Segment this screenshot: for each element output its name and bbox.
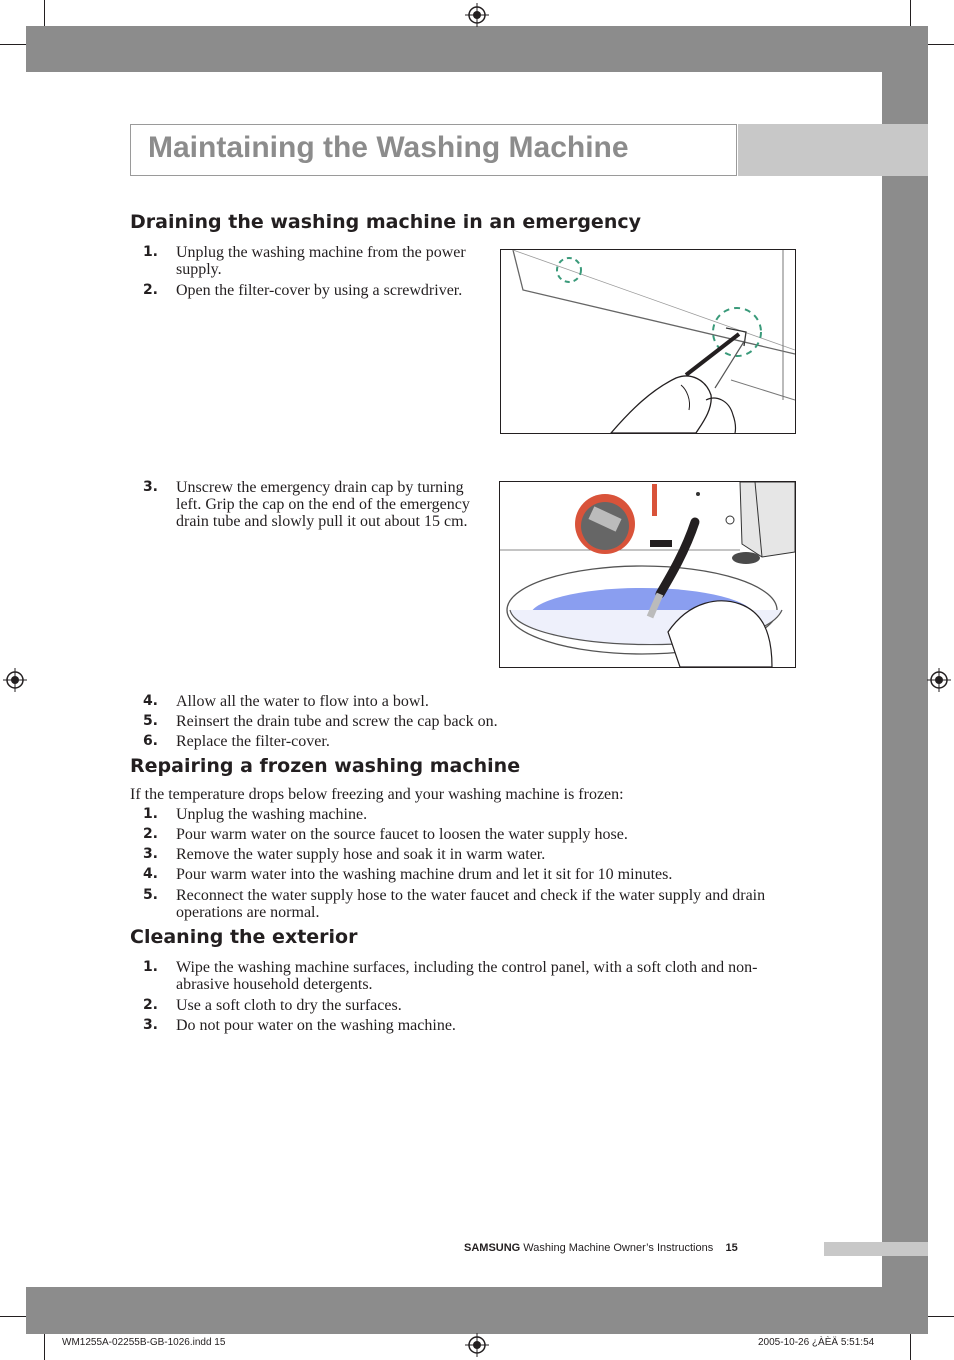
step-number: 1. bbox=[142, 806, 158, 822]
registration-mark-icon bbox=[927, 668, 951, 692]
registration-mark-icon bbox=[465, 1333, 489, 1357]
section-heading-draining: Draining the washing machine in an emergency bbox=[130, 211, 641, 233]
step-number: 5. bbox=[142, 887, 158, 903]
filter-cover-drawing bbox=[501, 250, 795, 433]
bottom-band bbox=[26, 1287, 928, 1334]
section-heading-frozen: Repairing a frozen washing machine bbox=[130, 755, 521, 777]
step-text: Allow all the water to flow into a bowl. bbox=[176, 693, 429, 710]
footer-doc-title: Washing Machine Owner’s Instructions bbox=[523, 1242, 714, 1254]
step-text: Wipe the washing machine surfaces, including the control panel, with a soft cloth and non-abrasive household detergents. bbox=[176, 959, 758, 993]
step-text: Do not pour water on the washing machine. bbox=[176, 1017, 456, 1034]
step-text: Reinsert the drain tube and screw the cap back on. bbox=[176, 713, 498, 730]
illustration-drain-bowl bbox=[499, 481, 796, 668]
step-number: 2. bbox=[142, 997, 158, 1013]
step-text: Pour warm water on the source faucet to loosen the water supply hose. bbox=[176, 826, 628, 843]
step-text: Reconnect the water supply hose to the water faucet and check if the water supply and drain operations are normal. bbox=[176, 887, 766, 921]
step-number: 4. bbox=[142, 693, 158, 709]
step-number: 3. bbox=[142, 846, 158, 862]
step-text: Use a soft cloth to dry the surfaces. bbox=[176, 997, 402, 1014]
page-title: Maintaining the Washing Machine bbox=[148, 131, 629, 164]
step-number: 5. bbox=[142, 713, 158, 729]
step-number: 2. bbox=[142, 826, 158, 842]
footer-brand: SAMSUNG bbox=[464, 1242, 521, 1254]
step-text: Replace the filter-cover. bbox=[176, 733, 330, 750]
slug-timestamp: 2005-10-26 ¿ÀÈÄ 5:51:54 bbox=[758, 1337, 875, 1348]
step-text: Unplug the washing machine. bbox=[176, 806, 368, 823]
crop-mark bbox=[44, 1334, 45, 1360]
crop-mark bbox=[44, 0, 45, 26]
crop-mark bbox=[0, 1316, 26, 1317]
step-number: 1. bbox=[142, 959, 158, 975]
footer-page-number: 15 bbox=[725, 1242, 738, 1254]
crop-mark bbox=[0, 44, 26, 45]
footer-accent-bar bbox=[824, 1242, 928, 1256]
step-number: 4. bbox=[142, 866, 158, 882]
top-band bbox=[26, 26, 928, 72]
section-heading-exterior: Cleaning the exterior bbox=[130, 926, 358, 948]
step-number: 3. bbox=[142, 1017, 158, 1033]
illustration-filter-cover bbox=[500, 249, 796, 434]
step-text: Pour warm water into the washing machine drum and let it sit for 10 minutes. bbox=[176, 866, 673, 883]
registration-mark-icon bbox=[3, 668, 27, 692]
step-text: Open the filter-cover by using a screwdriver. bbox=[176, 282, 463, 299]
right-band bbox=[882, 72, 928, 1287]
step-text: Remove the water supply hose and soak it in warm water. bbox=[176, 846, 546, 863]
slug-file: WM1255A-02255B-GB-1026.indd 15 bbox=[62, 1337, 226, 1348]
step-number: 3. bbox=[142, 479, 158, 495]
crop-mark bbox=[928, 44, 954, 45]
crop-mark bbox=[910, 0, 911, 26]
step-text: Unscrew the emergency drain cap by turning left. Grip the cap on the end of the emergency drain tube and slowly pull it out about 15 cm. bbox=[176, 479, 470, 530]
title-accent-bar bbox=[738, 124, 928, 176]
step-number: 1. bbox=[142, 244, 158, 260]
drain-bowl-drawing bbox=[500, 482, 795, 667]
section-intro: If the temperature drops below freezing and your washing machine is frozen: bbox=[130, 786, 624, 803]
crop-mark bbox=[928, 1316, 954, 1317]
step-number: 2. bbox=[142, 282, 158, 298]
registration-mark-icon bbox=[465, 3, 489, 27]
step-number: 6. bbox=[142, 733, 158, 749]
step-text: Unplug the washing machine from the power supply. bbox=[176, 244, 466, 278]
page-footer bbox=[464, 1242, 738, 1254]
crop-mark bbox=[910, 1334, 911, 1360]
